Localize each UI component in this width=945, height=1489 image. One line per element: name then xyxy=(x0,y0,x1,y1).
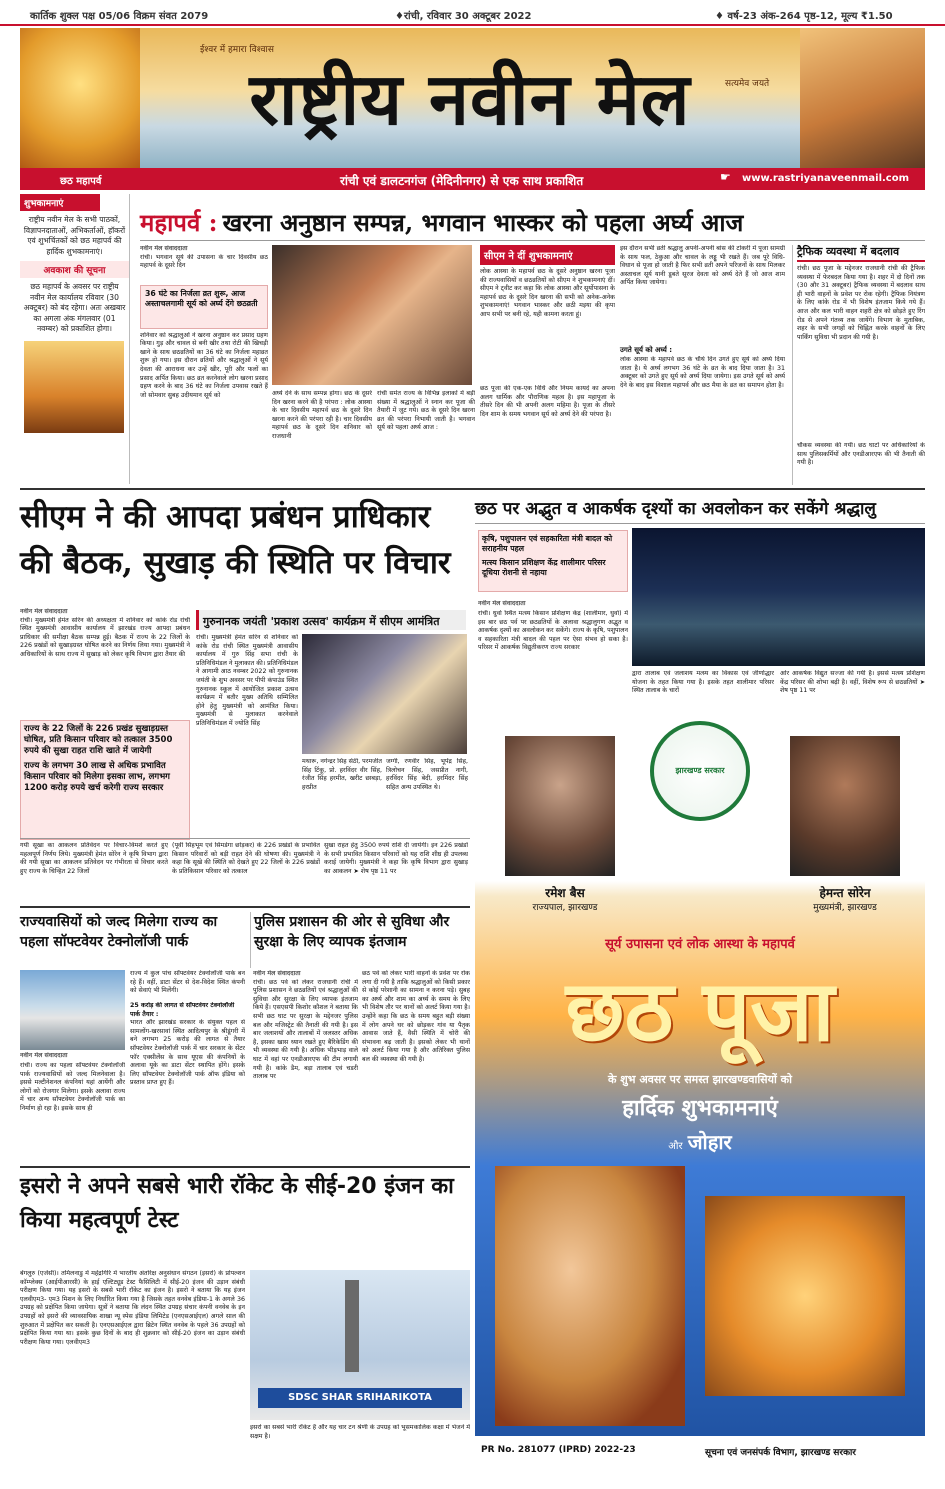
lead-para-2: शनिवार को श्रद्धालुओं ने खरना अनुष्ठान कर प्रसाद ग्रहण किया। गुड़ और चावल से बनी खीर तथा रोटी की खिचड़ी खाने के साथ छठव्रतियों का 36 घंटे का निर्जला महाव्रत शुरू हो गया। इस दौरान व्रतियों और श्रद्धालुओं ने सूर्य देवता की आराधना कर उन्हें खीर, पूरी और फलों का प्रसाद अर्पित किया। छठ व्रत करनेवाले लोग खरना प्रसाद ग्रहण करने के बाद 36 घंटे का निर्जला उपवास रखते हैं जो सोमवार सुबह उदीयमान सूर्य को xyxy=(140,331,268,399)
traffic-box xyxy=(792,245,925,485)
sriharikota-sign: SDSC SHAR SRIHARIKOTA xyxy=(258,1388,462,1408)
spectacle-text-3: ओर आकर्षक विद्युत सज्जा की गयी है। इससे मत्स्य प्रशिक्षण केंद्र परिसर की शोभा बढ़ी है। वहीं, विशेष रूप से छठव्रतियों ➤ शेष पृष्ठ 11 पर xyxy=(780,670,925,695)
lead-col-4 xyxy=(620,245,785,485)
governor-photo xyxy=(505,736,615,876)
police-headline-block xyxy=(250,912,470,968)
disaster-byline: नवीन मेल संवाददाता xyxy=(20,608,68,615)
software-text: रांची। राज्य का पहला सॉफ्टवेयर टेक्नोलॉजी पार्क राज्यवासियों को जल्द मिलनेवाला है। इससे मल्टीनेशनल कंपनियां यहां आयेंगी और लोगों को रोजगार मिलेगा। इसके अलावा राज्य में चार अन्य सॉफ्टवेयर टेक्नोलॉजी पार्क का निर्माण हो रहा है। इसके साथ ही xyxy=(20,1062,125,1112)
top-info-bar xyxy=(0,0,945,26)
disaster-text-3: (पूर्वी सिंहभूम एवं सिमडेगा छोड़कर) के 226 प्रखंडों के प्रभावित किसान परिवारों को बड़ी राहत देने की घोषणा की। मुख्यमंत्री ने कहा कि सूखे की स्थिति को देखते हुए 22 जिलों के 226 प्रखंडों के प्रतिकिसान परिवार को तत्काल xyxy=(172,842,320,875)
gurunanak-headline: गुरुनानक जयंती 'प्रकाश उत्सव' कार्यक्रम में सीएम आमंत्रित xyxy=(203,615,440,628)
ad-wishes: हार्दिक शुभकामनाएं xyxy=(622,1096,778,1121)
ad-johar: जोहार xyxy=(687,1130,732,1154)
chhath-significance-text: छठ पूजा की एक-एक विधि और नियम कायदे का अपना अलग धार्मिक और पौराणिक महत्व है। इस महापूजा के तीसरे दिन की भी अपनी अलग महिमा है। पूजा के तीसरे दिन शाम के समय भगवान सूर्य को अर्घ्य देने की परंपरा है। xyxy=(480,385,615,418)
chhath-devotee-photo xyxy=(24,341,124,433)
newspaper-title: राष्ट्रीय नवीन मेल xyxy=(249,56,691,141)
pr-number: PR No. 281077 (IPRD) 2022-23 xyxy=(481,1445,636,1455)
lead-headline xyxy=(140,206,925,240)
isro-text: बेंगलुरु (एजेंसी)। तमिलनाडु में महेंद्रगिरि में भारतीय अंतरिक्ष अनुसंधान संगठन (इसरो) के प्रोपल्शन कॉम्प्लेक्स (आईपीआरसी) के हाई एल्टिट्यूड टेस्ट फैसिलिटी में सीई-20 इंजन की उड़ान संबंधी परीक्षण किया गया। यह इसरो के सबसे भारी रॉकेट का इंजन है। इसरो ने बताया कि यह इंजन एलवीएम3- एम3 मिशन के लिए निर्धारित किया गया है जिसके तहत वनवेब इंडिया-1 के अगले 36 उपग्रह को प्रक्षेपित किया जायेगा। सूत्रों ने बताया कि लंदन स्थित उपग्रह संचार कंपनी वनवेब के इन उपग्रहों को इसरो की व्यावसायिक शाखा न्यू स्पेस इंडिया लिमिटेड (एनएसआईएल) अगले साल की शुरुआत में प्रक्षेपित कर सकती है। एनएसआईएल द्वारा ब्रिटेन स्थित वनवेब के पहले 36 उपग्रहों को प्रक्षेपित किया गया था। इसके कुछ दिनों के बाद ही शुक्रवार को सीई-20 इंजन का उड़ान संबंधी परीक्षण किया गया। एलवीएम3 xyxy=(20,1270,245,1346)
ad-footer xyxy=(475,1436,925,1466)
disaster-text-2: गयी सूखा का आकलन प्रतिवेदन पर विचार-विमर्श करते हुए महत्वपूर्ण निर्णय लिये। मुख्यमंत्री हेमंत सोरेन ने कृषि विभाग द्वारा की गयी सूखा का आकलन प्रतिवेदन पर गंभीरता से विचार करते हुए राज्य के चिन्हित 22 जिलों xyxy=(20,842,168,875)
jharkhand-emblem xyxy=(650,721,750,821)
spectacle-highlights xyxy=(478,530,628,592)
lead-para-4: रांची समेत राज्य के विभिन्न इलाकों में बड़ी संख्या में श्रद्धालुओं ने स्नान कर पूजा की तैयारी में जुट गये। छठ के दूसरे दिन खरना व्रत की परंपरा निभायी जाती है। भगवान सूर्य को पहला अर्घ्य आज : xyxy=(377,390,475,432)
spectacle-headline: छठ पर अद्भुत व आकर्षक दृश्यों का अवलोकन कर सकेंगे श्रद्धालु xyxy=(475,499,876,519)
cm-wishes-text: लोक आस्था के महापर्व छठ के दूसरे अनुष्ठान खरना पूजा की राज्यवासियों व छठव्रतियों को सीएम ने शुभकामनाएं दीं। सीएम ने ट्वीट कर कहा कि लोक आस्था और सूर्योपासना के महापर्व छठ के दूसरे दिन खरना की सभी को अनेक-अनेक शुभकामनाएं! भगवान भास्कर और छठी मइया की कृपा आप सभी पर बनी रहे, यही कामना करता हूं। xyxy=(480,268,615,318)
police-text-2: छठ पर्व को लेकर भारी वाहनों के प्रवेश पर रोक लगा दी गयी है ताकि श्रद्धालुओं को किसी प्रकार से कोई परेशानी का सामना न करना पड़े। सुबह का अर्घ्य और शाम का अर्घ्य के समय के लिए भी विशेष तौर पर थानों को अलर्ट किया गया है। उन्होंने कहा कि छठ के समय बहुत बड़ी संख्या में लोग अपने घर को छोड़कर गांव या पैतृक आवास जाते हैं, वैसी स्थिति में चोरी की संभावना बढ़ जाती है। इसको लेकर भी थानों को अलर्ट किया गया है और अतिरिक्त पुलिस बल की व्यवस्था की गयी है। xyxy=(362,970,470,1063)
isro-text-2: इसरो का सबसे भारी रॉकेट है और यह चार टन श्रेणी के उपग्रह को भूसमकालिक कक्षा में भेजने में सक्षम है। xyxy=(250,1424,470,1440)
col4-subhead: उगते सूर्य को अर्घ्य : xyxy=(620,346,673,354)
spectacle-bullet-2: मत्स्य किसान प्रशिक्षण केंद्र शालीमार परिसर दूधिया रोशनी से नहाया xyxy=(482,558,606,577)
cm-name: हेमन्त सोरेन xyxy=(819,886,871,900)
date-panchang: कार्तिक शुक्ल पक्ष 05/06 विक्रम संवत 2079 xyxy=(30,11,209,22)
holiday-notice-text: छठ महापर्व के अवसर पर राष्ट्रीय नवीन मेल कार्यालय रविवार (30 अक्टूबर) को बंद रहेगा। अतः अखबार का अगला अंक मंगलवार (01 नवम्बर) को प्रकाशित होगा। xyxy=(23,282,126,333)
gurunanak-text: रांची। मुख्यमंत्री हेमंत सोरेन से शनिवार को कांके रोड रांची स्थित मुख्यमंत्री आवासीय कार्यालय में गुरु सिंह सभा रांची के प्रतिनिधिमंडल ने मुलाकात की। प्रतिनिधिमंडल ने आगामी आठ नवम्बर 2022 को गुरुनानक जयंती के शुभ अवसर पर पीपी कंपाउंड स्थित गुरुनानक स्कूल में आयोजित प्रकाश उत्सव कार्यक्रम में बतौर मुख्य अतिथि सम्मिलित होने हेतु मुख्यमंत्री को आमंत्रित किया। मुख्यमंत्री से मुलाकात करनेवाले प्रतिनिधिमंडल में ज्योति सिंह xyxy=(196,634,298,727)
gurunanak-headline-box xyxy=(196,610,466,630)
col4-text-2: लोक आस्था के महापर्व छठ के चौथे दिन उगते हुए सूर्य को अर्घ्य दिया जाता है। ये अर्घ्य लगभग 36 घंटे के व्रत के बाद दिया जाता है। 31 अक्टूबर को उगते हुए सूर्य को अर्घ्य दिया जायेगा। इस उगते सूर्य को अर्घ्य देने के बाद इस विशाल महापर्व और छठ मैया के व्रत का समापन होता है। xyxy=(620,356,785,389)
isro-headline-block xyxy=(20,1170,470,1266)
lead-col-1 xyxy=(140,245,268,485)
kharna-puja-photo xyxy=(272,245,472,385)
governor-name: रमेश बैस xyxy=(545,886,585,900)
emblem-text: झारखण्ड सरकार xyxy=(675,766,725,775)
rocket-tower xyxy=(345,1280,359,1372)
lead-para-3: अर्घ्य देने के साथ सम्पन्न होगा। छठ के दूसरे दिन खरना करने की है परंपरा : लोक आस्था के चार दिवसीय महापर्व छठ के दूसरे दिन खरना करने की परंपरा रही है। चार दिवसीय महापर्व छठ के दूसरे दिन शनिवार को राजधानी xyxy=(272,390,372,440)
disaster-text-4: सुखा राहत हेतु 3500 रुपये राशि दी जायेगी। इन 226 प्रखंडों के सभी प्रभावित किसान परिवारों को यह राशि शीघ्र ही उपलब्ध कराई जायेगी। मुख्यमंत्री ने कहा कि कृषि विभाग द्वारा सुखाड़ का आकलन ➤ शेष पृष्ठ 11 पर xyxy=(324,842,468,875)
chief-minister-photo xyxy=(790,736,900,876)
lead-kicker: महापर्व : xyxy=(140,208,218,237)
governor-title: राज्यपाल, झारखण्ड xyxy=(532,903,598,913)
disaster-headline-block xyxy=(20,494,470,604)
ad-johar-line xyxy=(625,1128,775,1155)
pointer-icon: ☛ xyxy=(720,170,731,184)
software-col-2 xyxy=(130,970,245,1162)
software-text-3: भारत और झारखंड सरकार के संयुक्त पहल से सामलोंग-खरसावां स्थित आदित्यपुर के श्रीडूंगरी में बने लगभग 25 करोड़ की लागत से तैयार सॉफ्टवेयर टेक्नोलॉजी पार्क में चार सरकार के सेंटर फॉर एक्सीलेंस के साथ यूएस की कंपनियों के अलावा यूके का डाटा सेंटर स्थापित होंगे। इसके लिए सॉफ्टवेयर टेक्नोलॉजी पार्क ऑफ इंडिया को प्रस्ताव प्राप्त हुए हैं। xyxy=(130,1019,245,1087)
gurunanak-caption-2: जग्गी, रणवीर सिंह, भूपेंद्र सिंह, त्रिलोचन सिंह, जसप्रीत नागी, हरविंदर सिंह बेदी, हरमिंदर सिंह सहित अन्य उपस्थित थे। xyxy=(386,758,468,791)
disaster-text: रांची। मुख्यमंत्री हेमंत सोरेन की अध्यक्षता में शनिवार को कांके रोड रांची स्थित मुख्यमंत्री आवासीय कार्यालय में झारखंड राज्य आपदा प्रबंधन प्राधिकार की समीक्षा बैठक सम्पन्न हुई। बैठक में राज्य के 22 जिलों के 226 प्रखंडों को सुखाड़ग्रस्त घोषित करने का निर्णय लिया गया। मुख्यमंत्री ने अधिकारियों के साथ राज्य में सुखाड़ को लेकर कृषि विभाग द्वारा तैयार की xyxy=(20,616,190,658)
left-deity-image xyxy=(20,28,140,168)
isro-headline: इसरो ने अपने सबसे भारी रॉकेट के सीई-20 इंजन का किया महत्वपूर्ण टेस्ट xyxy=(20,1174,454,1233)
gurunanak-delegation-photo xyxy=(302,634,467,754)
cm-wishes-box xyxy=(480,245,615,485)
traffic-title: ट्रैफिक व्यवस्था में बदलाव xyxy=(797,245,925,262)
devotee-woman-illustration xyxy=(495,1166,685,1426)
greetings-title: शुभकामनाएं xyxy=(20,194,100,211)
ad-subline: के शुभ अवसर पर समस्त झारखण्डवासियों को xyxy=(608,1073,792,1086)
software-headline-block xyxy=(20,912,245,968)
spectacle-text-2: द्वारा तालाब एवं जलाशय मत्स्य का विकास एवं जीर्णोद्धार योजना के तहत किया गया है। इसके तहत शालीमार परिसर स्थित तालाब के चारों xyxy=(632,670,774,695)
website-link[interactable]: www.rastriyanaveenmail.com xyxy=(742,173,910,184)
software-park-photo xyxy=(20,970,125,1050)
left-sidebar xyxy=(20,194,130,484)
lead-headline-text: खरना अनुष्ठान सम्पन्न, भगवान भास्कर को पहला अर्घ्य आज xyxy=(222,208,744,237)
right-devotee-image xyxy=(800,28,925,168)
software-subhead: 25 करोड़ की लागत से सॉफ्टवेयर टेक्नोलॉजी पार्क तैयार : xyxy=(130,1002,235,1018)
cm-title: मुख्यमंत्री, झारखण्ड xyxy=(813,903,877,913)
holiday-notice-title: अवकाश की सूचना xyxy=(20,261,129,278)
ad-banner: सूर्य उपासना एवं लोक आस्था के महापर्व xyxy=(605,937,795,952)
disaster-col-1 xyxy=(20,608,190,836)
software-headline: राज्यवासियों को जल्द मिलेगा राज्य का पहला सॉफ्टवेयर टेक्नोलॉजी पार्क xyxy=(20,914,218,950)
software-text-2: राज्य में कुल पांच सॉफ्टवेयर टेक्नोलॉजी पार्क बन रहे हैं। वहीं, डाटा सेंटर से देश-विदेश स्थित कंपनी को सेवाएं भी मिलेंगी। xyxy=(130,970,245,995)
traffic-text: रांची। छठ पूजा के मद्देनजर राजधानी रांची की ट्रैफिक व्यवस्था में फेरबदल किया गया है। शहर में दो दिनों तक (30 और 31 अक्टूबर) ट्रैफिक व्यवस्था में बदलाव साथ ही भारी वाहनों के प्रवेश पर रोक रहेगी। ट्रैफिक नियंत्रण के लिए कांके रोड में भी विशेष इंतजाम किये गये हैं। आज और कल भारी वाहन शहरी क्षेत्र को छोड़ते हुए रिंग रोड से अपने गंतव्य तक जायेंगे। विभाग के मुताबिक, शहर के सभी जगहों को चिह्नित करके वाहनों के लिए पार्किंग सुविधा भी प्रदान की गयी है। xyxy=(797,265,925,341)
disaster-bullet-2: राज्य के लगभग 30 लाख से अधिक प्रभावित किसान परिवार को मिलेगा इसका लाभ, लगभग 1200 करोड़ रुपये खर्च करेगी राज्य सरकार xyxy=(24,760,170,793)
police-headline: पुलिस प्रशासन की ओर से सुविधा और सुरक्षा के लिए व्यापक इंतजाम xyxy=(254,914,450,950)
illuminated-pond-photo xyxy=(632,528,925,666)
ad-and: और xyxy=(668,1141,683,1152)
disaster-bullet-1: राज्य के 22 जिलों के 226 प्रखंड सुखाड़ग्रस्त घोषित, प्रति किसान परिवार को तत्काल 3500 रुपये की सुखा राहत राशि खाते में जायेगी xyxy=(24,723,173,756)
tagline: ईश्वर में हमारा विश्वास xyxy=(200,45,274,55)
lead-highlight: 36 घंटे का निर्जला व्रत शुरू, आज अस्ताचलगामी सूर्य को अर्घ्य देंगे छठव्रती xyxy=(140,285,268,329)
lead-para-1: रांची। भगवान सूर्य की उपासना के चार दिवसीय छठ महापर्व के दूसरे दिन xyxy=(140,253,268,270)
disaster-highlights xyxy=(20,720,190,840)
chhath-puja-advertisement xyxy=(475,716,925,1466)
col4-text: इस दौरान सभी व्रती श्रद्धालु अपनी-अपनी बांस की टोकरी में पूजा सामग्री के साथ फल, ठेकुआ और चावल के लड्डू भी रखते हैं। जब पूरे विधि-विधान से पूजा हो जाती है फिर सभी व्रती अपने परिजनों के साथ मिलकर अस्ताचल सूर्य यानी डूबते सूरज देवता को अर्घ्य देते हैं जो आज शाम अर्पित किया जायेगा। xyxy=(620,245,785,287)
lead-byline: नवीन मेल संवाददाता xyxy=(140,245,188,252)
masthead xyxy=(20,28,925,168)
section-label: छठ महापर्व xyxy=(60,176,102,187)
strap-bar xyxy=(20,168,925,190)
ad-big-title: छठ पूजा xyxy=(565,961,835,1060)
disaster-headline: सीएम ने की आपदा प्रबंधन प्राधिकार की बैठक, सुखाड़ की स्थिति पर विचार xyxy=(20,499,451,581)
spectacle-bullet-1: कृषि, पशुपालन एवं सहकारिता मंत्री बादल को सराहनीय पहल xyxy=(482,534,613,553)
ad-department: सूचना एवं जनसंपर्क विभाग, झारखण्ड सरकार xyxy=(705,1448,856,1458)
edition-strap: रांची एवं डालटनगंज (मेदिनीनगर) से एक साथ प्रकाशित xyxy=(340,174,584,188)
spectacle-text: रांची। धुर्वा स्थित मत्स्य किसान प्रशिक्षण केंद्र (शालीमार, धुर्वा) में इस बार छठ पर्व पर छठव्रतियों के अलावा श्रद्धालुगण अद्भुत व आकर्षक दृश्यों का अवलोकन कर सकेंगे। राज्य के कृषि, पशुपालन व सहकारिता मंत्री बादल की पहल पर ऐसा संभव हो सका है। परिसर में आकर्षक विद्युतीकरण राज्य सरकार xyxy=(478,610,628,652)
police-byline: नवीन मेल संवाददाता xyxy=(253,970,301,977)
spectacle-headline-block xyxy=(475,494,925,524)
motto: सत्यमेव जयते xyxy=(725,79,770,89)
traffic-text-2: चौकस व्यवस्था की गयी। छठ घाटों पर अधिकारियों के साथ पुलिसकर्मियों और एनडीआरएफ की भी तैनाती की गयी है। xyxy=(797,442,925,467)
cm-wishes-title: सीएम ने दीं शुभकामनाएं xyxy=(480,245,615,265)
spectacle-byline: नवीन मेल संवाददाता xyxy=(478,600,526,607)
greetings-text: राष्ट्रीय नवीन मेल के सभी पाठकों, विज्ञापनदाताओं, अभिकर्ताओं, हॉकरों एवं शुभचिंतकों को छठ महापर्व की हार्दिक शुभकामनाएं। xyxy=(23,215,126,256)
police-text: रांची। छठ पर्व को लेकर राजधानी रांची में पुलिस प्रशासन ने छठव्रतियों एवं श्रद्धालुओं की सुविधा और सुरक्षा के लिए व्यापक इंतजाम किये हैं। एसएसपी किशोर कौशल ने बताया कि सभी छठ घाट पर सुरक्षा के मद्देनजर पुलिस बल और मजिस्ट्रेट की तैनाती की गयी है। इस बार जलाशयों और तालाबों में जलस्तर अधिक है, इसका खास ध्यान रखते हुए बैरिकेडिंग की भी व्यवस्था की गयी है। अधिक भीड़भाड़ वाले घाट में वहां पर एनडीआरएफ की टीम लगायी गयी है। कांके डैम, बड़ा तालाब एवं चडरी तालाब पर xyxy=(253,978,358,1081)
isro-rocket-photo xyxy=(250,1270,470,1420)
edition-date: ♦रांची, रविवार 30 अक्टूबर 2022 xyxy=(395,11,532,22)
police-col-1 xyxy=(253,970,358,1162)
gurunanak-caption: मथारू, नगेन्द्रर सिंह सेठी, परमजीत सिंह टिंकू, प्रो. हरविंदर वीर सिंह, रंजीत सिंह हरमीत, खरीट छाबड़ा, हरप्रीत xyxy=(302,758,382,791)
issue-info: ♦ वर्ष-23 अंक-264 पृष्ठ-12, मूल्य ₹1.50 xyxy=(715,11,893,22)
soop-offerings-illustration xyxy=(705,1196,905,1396)
software-byline: नवीन मेल संवाददाता xyxy=(20,1052,68,1059)
